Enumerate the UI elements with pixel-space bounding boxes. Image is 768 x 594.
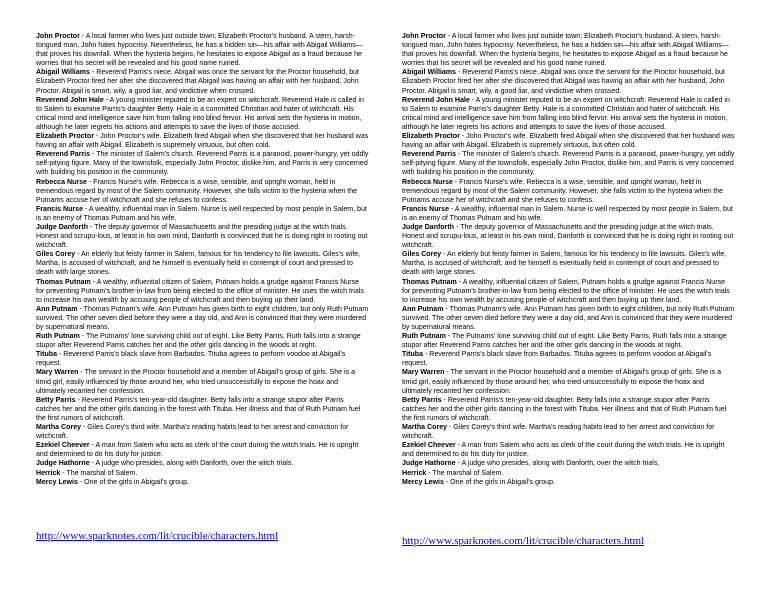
- character-description: - A local farmer who lives just outside town; Elizabeth Proctor's husband. A stern, harsh-tongued man, John hates hypocrisy. Nevertheless, he has a hidden sin—his affair with Abigail Williams—that proves his downfall. When the hysteria begins, he hesitates to expose Abigail as a fraud because he worries that his secret will be revealed and his good name ruined.: [402, 33, 729, 68]
- character-description: - The deputy governor of Massachusetts and the presiding judge at the witch trials. Honest and scrupu-lous, at least in his own mind, Danforth is convinced that he is doing right in rooting out witchcraft.: [36, 223, 368, 250]
- character-description: - A judge who presides, along with Danforth, over the witch trials.: [455, 460, 660, 468]
- character-description: - The marshal of Salem.: [426, 469, 504, 477]
- character-description: - A local farmer who lives just outside town; Elizabeth Proctor's husband. A stern, harsh-tongued man, John hates hypocrisy. Nevertheless, he has a hidden sin—his affair with Abigail Williams—that proves his downfall. When the hysteria begins, he hesitates to expose Abigail as a fraud because he worries that his secret will be revealed and his good name ruined.: [36, 33, 363, 68]
- character-name: Herrick: [36, 469, 61, 477]
- character-description: - A man from Salem who acts as clerk of the court during the witch trials. He is upright and determined to do his duty for justice.: [36, 442, 359, 459]
- character-description: - One of the girls in Abigail's group.: [443, 478, 555, 486]
- character-name: Giles Corey: [402, 251, 442, 259]
- character-name: Tituba: [402, 351, 424, 359]
- character-name: Judge Hathorne: [402, 460, 456, 468]
- character-name: Judge Danforth: [36, 223, 89, 231]
- character-description: - Reverend Parris's black slave from Barbados. Tituba agrees to perform voodoo at Abigail's request.: [402, 351, 712, 368]
- character-description: - Reverend Parris's ten-year-old daughter. Betty falls into a strange stupor after Parris catches her and the other girls dancing in the forest with Tituba. Her illness and that of Ruth Putnam fuel the first rumors of witchcraft.: [36, 396, 361, 422]
- character-description: - Thomas Putnam's wife. Ann Putnam has given birth to eight children, but only Ruth Putnam survived. The other seven died before they were a day old, and Ann is convinced that they were murdered by supernatural means.: [402, 305, 735, 331]
- character-name: Judge Hathorne: [36, 460, 90, 468]
- character-entry: [402, 459, 735, 468]
- character-name: Betty Parris: [36, 396, 76, 404]
- character-name: John Proctor: [36, 33, 80, 40]
- character-description: - A wealthy, influential citizen of Salem, Putnam holds a grudge against Francis Nurse for preventing Putnam's brother-in-law from being elected to the office of minister. He uses the witch trials to increase his own wealth by accusing people of witchcraft and then buying up their land.: [402, 278, 730, 304]
- character-entry: [36, 250, 369, 277]
- character-entry: [36, 96, 369, 132]
- character-entry: [402, 250, 735, 277]
- character-entry: [402, 278, 735, 305]
- character-description: - John Proctor's wife. Elizabeth fired Abigail when she discovered that her husband was having an affair with Abigail. Elizabeth is supremely virtuous, but often cold.: [402, 133, 735, 150]
- character-entry: [36, 305, 369, 332]
- character-name: John Proctor: [402, 33, 446, 40]
- character-description: - An elderly but feisty farmer in Salem, famous for his tendency to file lawsuits. Giles's wife, Martha, is accused of witchcraft, and he himself is eventually held in contempt of court and pressed to death with large stones.: [36, 251, 361, 277]
- character-description: - The minister of Salem's church. Reverend Parris is a paranoid, power-hungry, yet oddly self-pitying figure. Many of the townsfolk, especially John Proctor, dislike him, and Parris is very concerned with building his position in the community.: [36, 151, 369, 177]
- character-entry: [36, 68, 369, 95]
- character-name: Reverend Parris: [402, 151, 457, 159]
- character-entry: [36, 396, 369, 423]
- character-entry: [402, 205, 735, 223]
- character-entry: [36, 441, 369, 459]
- character-description: - The Putnams' lone surviving child out of eight. Like Betty Parris, Ruth falls into a strange stupor after Reverend Parris catches her and the other girls dancing in the woods at night.: [36, 333, 361, 350]
- character-description: - A wealthy, influential man in Salem. Nurse is well respected by most people in Salem, but is an enemy of Thomas Putnam and his wife.: [36, 205, 367, 222]
- character-entry: [402, 178, 735, 205]
- character-description: - One of the girls in Abigail's group.: [77, 478, 189, 486]
- character-description: - Francis Nurse's wife. Rebecca is a wise, sensible, and upright woman, held in tremendous regard by most of the Salem community. However, she falls victim to the hysteria when the Putnams accuse her of witchcraft and she refuses to confess.: [402, 178, 724, 204]
- character-description: - An elderly but feisty farmer in Salem, famous for his tendency to file lawsuits. Giles's wife, Martha, is accused of witchcraft, and he himself is eventually held in contempt of court and pressed to death with large stones.: [402, 251, 727, 277]
- character-name: Ruth Putnam: [36, 333, 80, 341]
- character-entry: [402, 305, 735, 332]
- character-name: Herrick: [402, 469, 427, 477]
- character-name: Betty Parris: [402, 396, 442, 404]
- character-entry: [402, 150, 735, 177]
- character-entry: [36, 469, 369, 478]
- source-link[interactable]: http://www.sparknotes.com/lit/crucible/characters.html: [36, 530, 279, 542]
- character-name: Francis Nurse: [402, 205, 449, 213]
- character-description: - The minister of Salem's church. Reverend Parris is a paranoid, power-hungry, yet oddly self-pitying figure. Many of the townsfolk, especially John Proctor, dislike him, and Parris is very concerned with building his position in the community.: [402, 151, 735, 177]
- character-name: Reverend Parris: [36, 151, 91, 159]
- character-list-right: [402, 32, 735, 487]
- character-name: Abigail Williams: [36, 69, 90, 77]
- character-entry: [402, 68, 735, 95]
- character-entry: [402, 350, 735, 368]
- character-description: - Reverend Parris's niece. Abigail was once the servant for the Proctor household, but Elizabeth Proctor fired her after she discovered that Abigail was having an affair with her husband, John Proctor. Abigail is smart, wily, a good liar, and vindictive when crossed.: [36, 69, 359, 95]
- source-link[interactable]: http://www.sparknotes.com/lit/crucible/characters.html: [402, 535, 645, 547]
- character-name: Abigail Williams: [402, 69, 456, 77]
- character-entry: [36, 178, 369, 205]
- character-name: Ezekiel Cheever: [402, 442, 456, 450]
- character-name: Francis Nurse: [36, 205, 83, 213]
- character-entry: [402, 96, 735, 132]
- character-name: Rebecca Nurse: [402, 178, 453, 186]
- character-description: - Giles Corey's third wife. Martha's reading habits lead to her arrest and conviction for witchcraft.: [402, 424, 715, 441]
- character-description: - The Putnams' lone surviving child out of eight. Like Betty Parris, Ruth falls into a strange stupor after Reverend Parris catches her and the other girls dancing in the woods at night.: [402, 333, 727, 350]
- character-entry: [402, 396, 735, 423]
- character-name: Judge Danforth: [402, 223, 455, 231]
- character-description: - The marshal of Salem.: [60, 469, 138, 477]
- character-description: - A wealthy, influential man in Salem. Nurse is well respected by most people in Salem, but is an enemy of Thomas Putnam and his wife.: [402, 205, 733, 222]
- character-entry: [36, 423, 369, 441]
- character-description: - A wealthy, influential citizen of Salem, Putnam holds a grudge against Francis Nurse for preventing Putnam's brother-in-law from being elected to the office of minister. He uses the witch trials to increase his own wealth by accusing people of witchcraft and then buying up their land.: [36, 278, 364, 304]
- character-entry: [36, 223, 369, 250]
- character-name: Ann Putnam: [36, 305, 78, 313]
- character-entry: [36, 150, 369, 177]
- character-name: Elizabeth Proctor: [402, 133, 460, 141]
- character-name: Reverend John Hale: [402, 96, 470, 104]
- character-entry: [36, 278, 369, 305]
- character-name: Giles Corey: [36, 251, 76, 259]
- character-entry: [402, 132, 735, 150]
- character-description: - The servant in the Proctor household and a member of Abigail's group of girls. She is a timid girl, easily influenced by those around her, who tried unsuccessfully to expose the hoax and ultimately recanted her confession.: [36, 369, 356, 395]
- character-entry: [402, 478, 735, 487]
- character-entry: [36, 350, 369, 368]
- character-name: Ezekiel Cheever: [36, 442, 90, 450]
- character-description: - A judge who presides, along with Danforth, over the witch trials.: [89, 460, 294, 468]
- character-entry: [36, 205, 369, 223]
- character-name: Ruth Putnam: [402, 333, 446, 341]
- character-entry: [36, 368, 369, 395]
- character-entry: [36, 478, 369, 487]
- character-entry: [36, 332, 369, 350]
- character-entry: [36, 459, 369, 468]
- character-description: - A young minister reputed to be an expert on witchcraft. Reverend Hale is called in to Salem to examine Parris's daughter Betty. Hale is a committed Christian and hater of witchcraft. His critical mind and intelligence save him from falling into blind fervor. His arrival sets the hysteria in motion, although he later regrets his actions and attempts to save the lives of those accused.: [36, 96, 364, 131]
- character-entry: [402, 32, 735, 68]
- character-name: Elizabeth Proctor: [36, 133, 94, 141]
- character-description: - Reverend Parris's ten-year-old daughter. Betty falls into a strange stupor after Parris catches her and the other girls dancing in the forest with Tituba. Her illness and that of Ruth Putnam fuel the first rumors of witchcraft.: [402, 396, 727, 422]
- character-name: Thomas Putnam: [402, 278, 457, 286]
- character-entry: [402, 332, 735, 350]
- character-name: Ann Putnam: [402, 305, 444, 313]
- character-description: - John Proctor's wife. Elizabeth fired Abigail when she discovered that her husband was having an affair with Abigail. Elizabeth is supremely virtuous, but often cold.: [36, 133, 369, 150]
- character-description: - A young minister reputed to be an expert on witchcraft. Reverend Hale is called in to Salem to examine Parris's daughter Betty. Hale is a committed Christian and hater of witchcraft. His critical mind and intelligence save him from falling into blind fervor. His arrival sets the hysteria in motion, although he later regrets his actions and attempts to save the lives of those accused.: [402, 96, 730, 131]
- character-name: Mary Warren: [36, 369, 79, 377]
- character-description: - Reverend Parris's niece. Abigail was once the servant for the Proctor household, but Elizabeth Proctor fired her after she discovered that Abigail was having an affair with her husband, John Proctor. Abigail is smart, wily, a good liar, and vindictive when crossed.: [402, 69, 725, 95]
- character-name: Mercy Lewis: [402, 478, 444, 486]
- character-entry: [36, 32, 369, 68]
- character-name: Martha Corey: [36, 424, 82, 432]
- character-name: Reverend John Hale: [36, 96, 104, 104]
- character-description: - The servant in the Proctor household and a member of Abigail's group of girls. She is a timid girl, easily influenced by those around her, who tried unsuccessfully to expose the hoax and ultimately recanted her confession.: [402, 369, 722, 395]
- character-name: Rebecca Nurse: [36, 178, 87, 186]
- character-entry: [36, 132, 369, 150]
- character-name: Mary Warren: [402, 369, 445, 377]
- character-entry: [402, 368, 735, 395]
- character-description: - A man from Salem who acts as clerk of the court during the witch trials. He is upright and determined to do his duty for justice.: [402, 442, 725, 459]
- character-name: Martha Corey: [402, 424, 448, 432]
- character-description: - Francis Nurse's wife. Rebecca is a wise, sensible, and upright woman, held in tremendous regard by most of the Salem community. However, she falls victim to the hysteria when the Putnams accuse her of witchcraft and she refuses to confess.: [36, 178, 358, 204]
- character-name: Tituba: [36, 351, 58, 359]
- character-description: - The deputy governor of Massachusetts and the presiding judge at the witch trials. Honest and scrupu-lous, at least in his own mind, Danforth is convinced that he is doing right in rooting out witchcraft.: [402, 223, 734, 250]
- character-entry: [402, 469, 735, 478]
- character-entry: [402, 223, 735, 250]
- character-description: - Giles Corey's third wife. Martha's reading habits lead to her arrest and conviction for witchcraft.: [36, 424, 349, 441]
- character-description: - Thomas Putnam's wife. Ann Putnam has given birth to eight children, but only Ruth Putnam survived. The other seven died before they were a day old, and Ann is convinced that they were murdered by supernatural means.: [36, 305, 369, 331]
- character-list-left: [36, 32, 369, 487]
- character-name: Mercy Lewis: [36, 478, 78, 486]
- character-description: - Reverend Parris's black slave from Barbados. Tituba agrees to perform voodoo at Abigail's request.: [36, 351, 346, 368]
- character-entry: [402, 441, 735, 459]
- character-name: Thomas Putnam: [36, 278, 91, 286]
- character-entry: [402, 423, 735, 441]
